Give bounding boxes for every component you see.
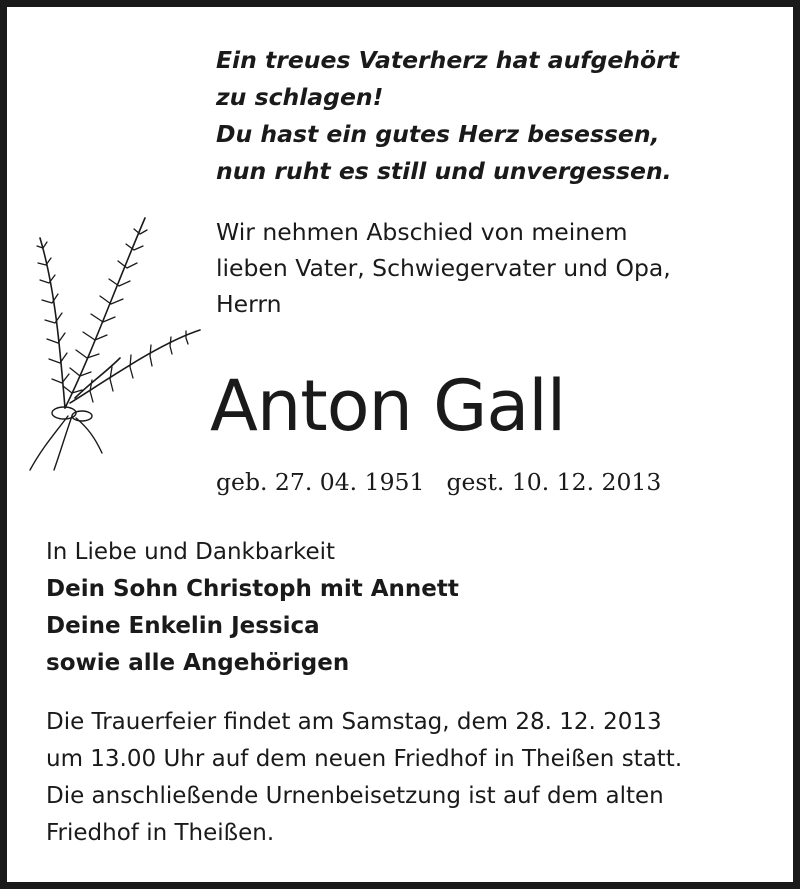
service-line: Friedhof in Theißen.	[46, 820, 275, 846]
funeral-service-info	[46, 704, 682, 852]
farewell-intro	[216, 214, 671, 322]
mourners-opening: In Liebe und Dankbarkeit	[46, 539, 336, 565]
mourners-block	[46, 534, 459, 682]
service-line: Die anschließende Urnenbeisetzung ist auf dem alten	[46, 783, 664, 809]
intro-line: Herrn	[216, 290, 282, 318]
intro-line: Wir nehmen Abschied von meinem	[216, 218, 628, 246]
mourner-name: Dein Sohn Christoph mit Annett	[46, 576, 459, 602]
birth-date: geb. 27. 04. 1951	[216, 468, 425, 496]
mourner-name: sowie alle Angehörigen	[46, 650, 350, 676]
fern-bouquet-icon	[20, 208, 210, 478]
verse-line: zu schlagen!	[216, 83, 384, 111]
mourner-name: Deine Enkelin Jessica	[46, 613, 320, 639]
service-line: um 13.00 Uhr auf dem neuen Friedhof in Theißen statt.	[46, 746, 683, 772]
service-line: Die Trauerfeier findet am Samstag, dem 28. 12. 2013	[46, 709, 662, 735]
memorial-verse	[216, 42, 679, 190]
verse-line: Ein treues Vaterherz hat aufgehört	[216, 46, 679, 74]
intro-line: lieben Vater, Schwiegervater und Opa,	[216, 254, 671, 282]
verse-line: nun ruht es still und unvergessen.	[216, 157, 672, 185]
verse-line: Du hast ein gutes Herz besessen,	[216, 120, 660, 148]
life-dates	[216, 462, 661, 502]
death-date: gest. 10. 12. 2013	[446, 468, 662, 496]
deceased-name: Anton Gall	[210, 365, 566, 447]
